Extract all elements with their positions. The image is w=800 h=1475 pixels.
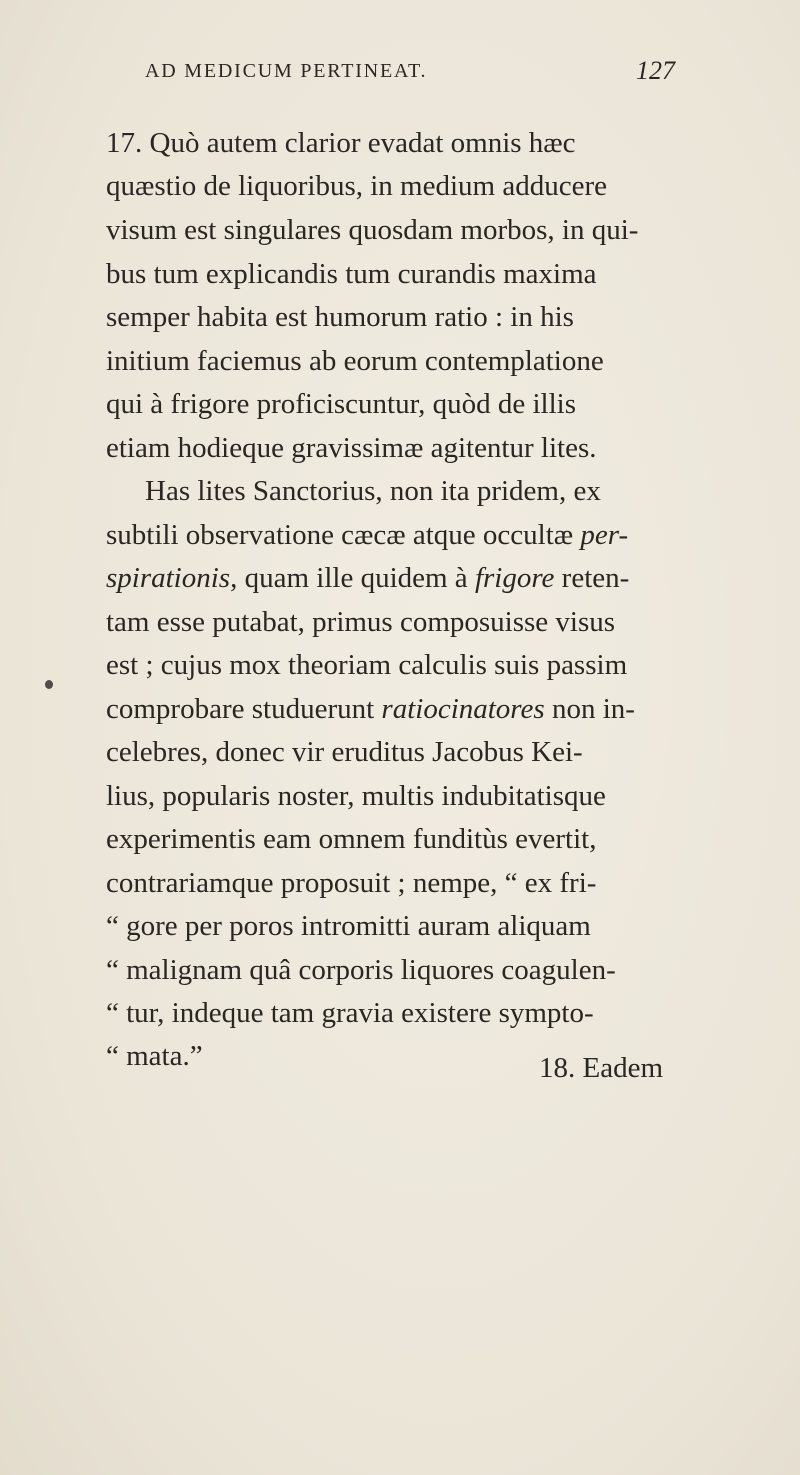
text-line: “ gore per poros intromitti auram aliquam (106, 910, 591, 942)
text-line: est ; cujus mox theoriam calculis suis passim (106, 649, 628, 681)
text-line: 17. Quò autem clarior evadat omnis hæc (106, 127, 576, 159)
text-line: spirationis, quam ille quidem à frigore reten- (106, 562, 630, 594)
text-line: contrariamque proposuit ; nempe, “ ex fri- (106, 867, 597, 899)
running-title: AD MEDICUM PERTINEAT. (145, 60, 428, 82)
running-head (145, 54, 675, 94)
text-line: bus tum explicandis tum curandis maxima (106, 258, 597, 290)
text-line: “ tur, indeque tam gravia existere sympto- (106, 997, 594, 1029)
text-line: quæstio de liquoribus, in medium adducere (106, 170, 607, 202)
text-line: tam esse putabat, primus composuisse visus (106, 606, 616, 638)
text-line: initium faciemus ab eorum contemplatione (106, 345, 604, 377)
text-line: visum est singulares quosdam morbos, in qui- (106, 214, 639, 246)
text-line: experimentis eam omnem funditùs evertit, (106, 823, 597, 855)
page-number: 127 (636, 56, 675, 85)
text-line: subtili observatione cæcæ atque occultæ per- (106, 519, 629, 551)
text-line: celebres, donec vir eruditus Jacobus Kei- (106, 736, 583, 768)
text-line: semper habita est humorum ratio : in his (106, 301, 574, 333)
text-line: “ mata.” (106, 1040, 203, 1072)
text-line: qui à frigore proficiscuntur, quòd de illis (106, 388, 576, 420)
text-line: lius, popularis noster, multis indubitatisque (106, 780, 606, 812)
catchword: 18. Eadem (539, 1052, 664, 1084)
text-line: “ malignam quâ corporis liquores coagulen- (106, 954, 616, 986)
ink-spot (45, 680, 53, 689)
text-line: etiam hodieque gravissimæ agitentur lites. (106, 432, 597, 464)
text-line: comprobare studuerunt ratiocinatores non in- (106, 693, 635, 725)
text-line: Has lites Sanctorius, non ita pridem, ex (145, 475, 601, 507)
